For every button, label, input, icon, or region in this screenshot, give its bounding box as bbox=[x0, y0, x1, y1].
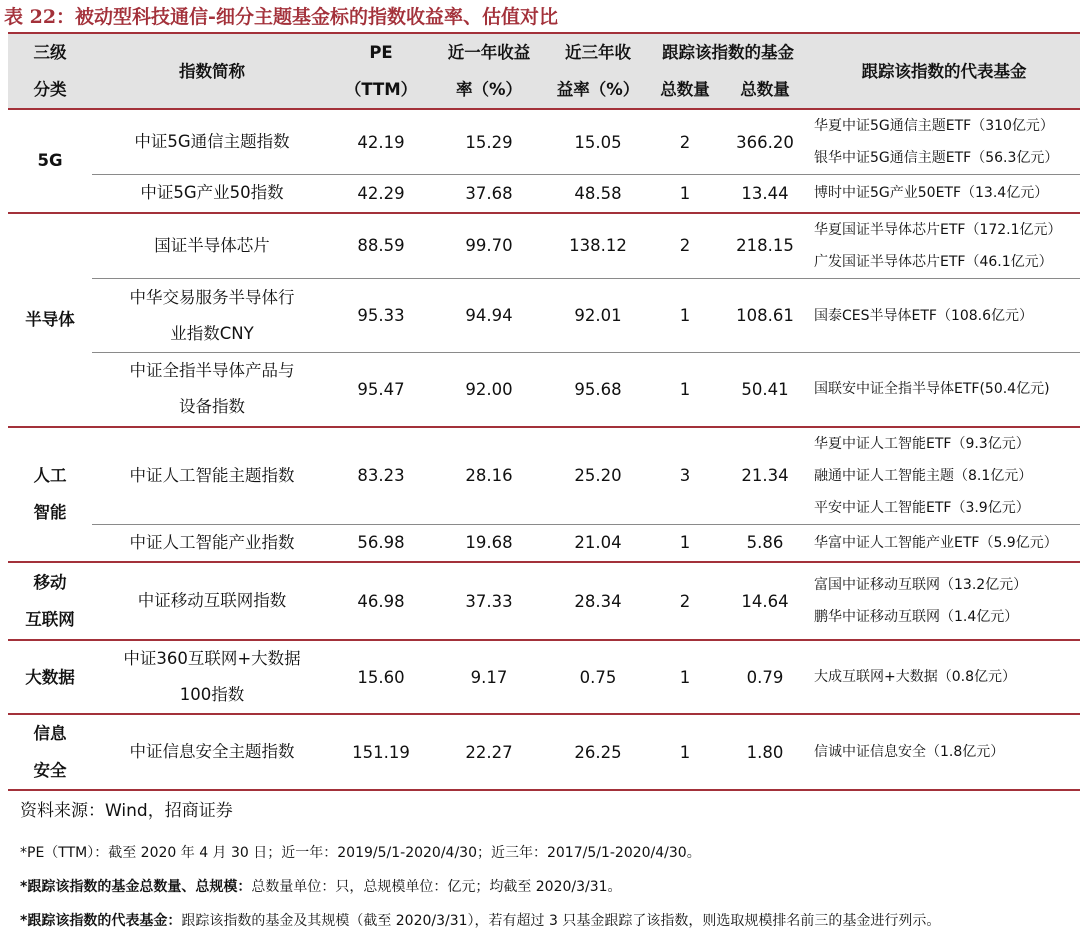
pe-cell: 83.23 bbox=[332, 427, 430, 525]
fund-count-cell: 3 bbox=[648, 427, 722, 525]
rep-fund-cell bbox=[808, 562, 1080, 640]
ret3y-cell: 15.05 bbox=[548, 109, 648, 175]
category-line: 大数据 bbox=[25, 667, 75, 687]
index-name-line: 业指数CNY bbox=[170, 323, 254, 343]
index-name-cell bbox=[92, 562, 332, 640]
ret1y-cell: 9.17 bbox=[430, 640, 548, 714]
source-note: 资料来源：Wind，招商证券 bbox=[20, 801, 233, 821]
fund-size-cell: 5.86 bbox=[722, 524, 808, 562]
category-line: 智能 bbox=[33, 503, 67, 523]
fund-size-cell: 366.20 bbox=[722, 109, 808, 175]
category-line: 互联网 bbox=[25, 610, 75, 629]
table-row bbox=[8, 213, 1080, 279]
category-line: 信息 bbox=[33, 724, 67, 743]
count-note-text: 总数量单位：只，总规模单位：亿元；均截至 2020/3/31。 bbox=[251, 879, 622, 895]
header-category bbox=[8, 33, 92, 109]
fund-size-cell: 0.79 bbox=[722, 640, 808, 714]
ret3y-cell: 95.68 bbox=[548, 353, 648, 427]
rep-fund-cell bbox=[808, 427, 1080, 525]
category-line: 5G bbox=[37, 151, 63, 171]
pe-note: *PE（TTM）：截至 2020 年 4 月 30 日；近一年：2019/5/1-2020/4/30；近三年：2017/5/1-2020/4/30。 bbox=[20, 845, 701, 861]
category-line: 移动 bbox=[33, 573, 67, 592]
rep-fund-cell bbox=[808, 109, 1080, 175]
fund-size-cell: 108.61 bbox=[722, 279, 808, 353]
pe-cell: 88.59 bbox=[332, 213, 430, 279]
fund-count-cell: 2 bbox=[648, 562, 722, 640]
ret3y-cell: 26.25 bbox=[548, 714, 648, 790]
table-row bbox=[8, 175, 1080, 213]
rep-fund-line: 国泰CES半导体ETF（108.6亿元） bbox=[814, 307, 1034, 324]
fund-count-cell: 1 bbox=[648, 714, 722, 790]
rep-fund-cell bbox=[808, 353, 1080, 427]
table-row bbox=[8, 524, 1080, 562]
table-row bbox=[8, 714, 1080, 790]
header-ret3y-line2: 益率（%） bbox=[556, 80, 640, 99]
index-name-cell bbox=[92, 640, 332, 714]
rep-fund-line: 国联安中证全指半导体ETF(50.4亿元) bbox=[814, 381, 1050, 398]
pe-cell: 151.19 bbox=[332, 714, 430, 790]
index-name-cell bbox=[92, 279, 332, 353]
header-name: 指数简称 bbox=[92, 33, 332, 109]
fund-size-cell: 13.44 bbox=[722, 175, 808, 213]
header-pe-line1: PE bbox=[369, 43, 393, 62]
ret1y-cell: 19.68 bbox=[430, 524, 548, 562]
fund-size-cell: 218.15 bbox=[722, 213, 808, 279]
rep-fund-line: 华富中证人工智能产业ETF（5.9亿元） bbox=[814, 534, 1058, 551]
fund-size-cell: 14.64 bbox=[722, 562, 808, 640]
rep-fund-cell bbox=[808, 524, 1080, 562]
index-name-line: 中华交易服务半导体行 bbox=[129, 287, 295, 307]
index-name-line: 中证5G通信主题指数 bbox=[134, 132, 290, 151]
ret1y-cell: 92.00 bbox=[430, 353, 548, 427]
rep-note bbox=[20, 910, 940, 930]
table-row bbox=[8, 562, 1080, 640]
header-ret1y-line1: 近一年收益 bbox=[447, 43, 531, 62]
category-line: 安全 bbox=[33, 761, 67, 780]
header-pe bbox=[332, 33, 430, 109]
table-row bbox=[8, 279, 1080, 353]
header-ret1y bbox=[430, 33, 548, 109]
index-name-line: 国证半导体芯片 bbox=[154, 235, 270, 255]
category-cell bbox=[8, 109, 92, 213]
header-ret3y-line1: 近三年收 bbox=[565, 43, 631, 62]
category-cell bbox=[8, 640, 92, 714]
table-row bbox=[8, 109, 1080, 175]
pe-cell: 46.98 bbox=[332, 562, 430, 640]
index-name-cell bbox=[92, 524, 332, 562]
index-name-cell bbox=[92, 213, 332, 279]
ret1y-cell: 99.70 bbox=[430, 213, 548, 279]
fund-count-cell: 2 bbox=[648, 109, 722, 175]
rep-fund-cell bbox=[808, 175, 1080, 213]
index-name-cell bbox=[92, 109, 332, 175]
rep-fund-line: 富国中证移动互联网（13.2亿元） bbox=[814, 577, 1028, 593]
header-pe-line2: （TTM） bbox=[344, 80, 418, 99]
ret1y-cell: 37.33 bbox=[430, 562, 548, 640]
ret3y-cell: 138.12 bbox=[548, 213, 648, 279]
category-cell bbox=[8, 213, 92, 427]
header-fund-count: 总数量 bbox=[660, 80, 710, 99]
rep-fund-line: 华夏中证5G通信主题ETF（310亿元） bbox=[814, 118, 1054, 134]
header-ret1y-line2: 率（%） bbox=[455, 80, 523, 99]
index-name-line: 100指数 bbox=[179, 685, 245, 704]
ret3y-cell: 48.58 bbox=[548, 175, 648, 213]
ret3y-cell: 28.34 bbox=[548, 562, 648, 640]
index-name-cell bbox=[92, 427, 332, 525]
index-name-line: 中证移动互联网指数 bbox=[137, 591, 287, 610]
category-cell bbox=[8, 714, 92, 790]
fund-size-cell: 21.34 bbox=[722, 427, 808, 525]
ret1y-cell: 28.16 bbox=[430, 427, 548, 525]
index-name-line: 中证信息安全主题指数 bbox=[129, 742, 295, 761]
category-cell bbox=[8, 562, 92, 640]
header-fund-group-line1: 跟踪该指数的基金 bbox=[662, 43, 794, 62]
fund-count-cell: 1 bbox=[648, 175, 722, 213]
index-name-cell bbox=[92, 175, 332, 213]
rep-fund-line: 博时中证5G产业50ETF（13.4亿元） bbox=[814, 185, 1049, 202]
fund-size-cell: 50.41 bbox=[722, 353, 808, 427]
header-ret3y bbox=[548, 33, 648, 109]
rep-fund-line: 鹏华中证移动互联网（1.4亿元） bbox=[814, 609, 1019, 625]
header-row bbox=[8, 33, 1080, 109]
ret1y-cell: 94.94 bbox=[430, 279, 548, 353]
ret1y-cell: 15.29 bbox=[430, 109, 548, 175]
index-name-line: 中证360互联网+大数据 bbox=[123, 649, 301, 668]
pe-cell: 15.60 bbox=[332, 640, 430, 714]
rep-fund-line: 融通中证人工智能主题（8.1亿元） bbox=[814, 467, 1033, 484]
rep-fund-cell bbox=[808, 714, 1080, 790]
count-note bbox=[20, 876, 622, 896]
header-rep-fund: 跟踪该指数的代表基金 bbox=[808, 33, 1080, 109]
rep-fund-line: 广发国证半导体芯片ETF（46.1亿元） bbox=[814, 253, 1053, 270]
pe-cell: 56.98 bbox=[332, 524, 430, 562]
header-category-line1: 三级 bbox=[33, 43, 67, 62]
rep-fund-cell bbox=[808, 213, 1080, 279]
header-fund-group bbox=[648, 33, 808, 109]
count-note-label: *跟踪该指数的基金总数量、总规模： bbox=[20, 879, 252, 895]
index-name-cell bbox=[92, 714, 332, 790]
fund-count-cell: 1 bbox=[648, 524, 722, 562]
pe-cell: 95.33 bbox=[332, 279, 430, 353]
ret1y-cell: 37.68 bbox=[430, 175, 548, 213]
rep-fund-line: 华夏中证人工智能ETF（9.3亿元） bbox=[814, 435, 1030, 452]
table-row bbox=[8, 353, 1080, 427]
fund-count-cell: 1 bbox=[648, 353, 722, 427]
rep-fund-line: 平安中证人工智能ETF（3.9亿元） bbox=[814, 499, 1030, 516]
rep-fund-cell bbox=[808, 640, 1080, 714]
ret1y-cell: 22.27 bbox=[430, 714, 548, 790]
rep-fund-line: 信诚中证信息安全（1.8亿元） bbox=[814, 744, 1005, 760]
header-category-line2: 分类 bbox=[33, 80, 67, 99]
rep-note-text: 跟踪该指数的基金及其规模（截至 2020/3/31），若有超过 3 只基金跟踪了该指数，则选取规模排名前三的基金进行列示。 bbox=[181, 913, 941, 929]
pe-cell: 95.47 bbox=[332, 353, 430, 427]
rep-fund-line: 大成互联网+大数据（0.8亿元） bbox=[814, 669, 1016, 685]
index-name-line: 中证人工智能产业指数 bbox=[129, 532, 295, 552]
header-fund-size: 总数量 bbox=[740, 80, 790, 99]
index-comparison-table bbox=[8, 32, 1080, 791]
fund-count-cell: 2 bbox=[648, 213, 722, 279]
index-name-cell bbox=[92, 353, 332, 427]
fund-size-cell: 1.80 bbox=[722, 714, 808, 790]
ret3y-cell: 25.20 bbox=[548, 427, 648, 525]
ret3y-cell: 92.01 bbox=[548, 279, 648, 353]
ret3y-cell: 21.04 bbox=[548, 524, 648, 562]
fund-count-cell: 1 bbox=[648, 640, 722, 714]
index-name-line: 设备指数 bbox=[179, 397, 245, 417]
table-title: 表 22：被动型科技通信-细分主题基金标的指数收益率、估值对比 bbox=[4, 6, 558, 28]
index-name-line: 中证5G产业50指数 bbox=[140, 183, 284, 203]
index-name-line: 中证人工智能主题指数 bbox=[129, 465, 295, 485]
rep-fund-line: 银华中证5G通信主题ETF（56.3亿元） bbox=[814, 150, 1059, 166]
rep-fund-line: 华夏国证半导体芯片ETF（172.1亿元） bbox=[814, 221, 1062, 238]
rep-note-label: *跟踪该指数的代表基金： bbox=[20, 913, 182, 929]
ret3y-cell: 0.75 bbox=[548, 640, 648, 714]
fund-count-cell: 1 bbox=[648, 279, 722, 353]
table-row bbox=[8, 640, 1080, 714]
pe-cell: 42.19 bbox=[332, 109, 430, 175]
category-line: 半导体 bbox=[25, 310, 75, 329]
category-line: 人工 bbox=[33, 466, 67, 486]
rep-fund-cell bbox=[808, 279, 1080, 353]
category-cell bbox=[8, 427, 92, 563]
table-row bbox=[8, 427, 1080, 525]
index-name-line: 中证全指半导体产品与 bbox=[129, 361, 295, 381]
pe-cell: 42.29 bbox=[332, 175, 430, 213]
